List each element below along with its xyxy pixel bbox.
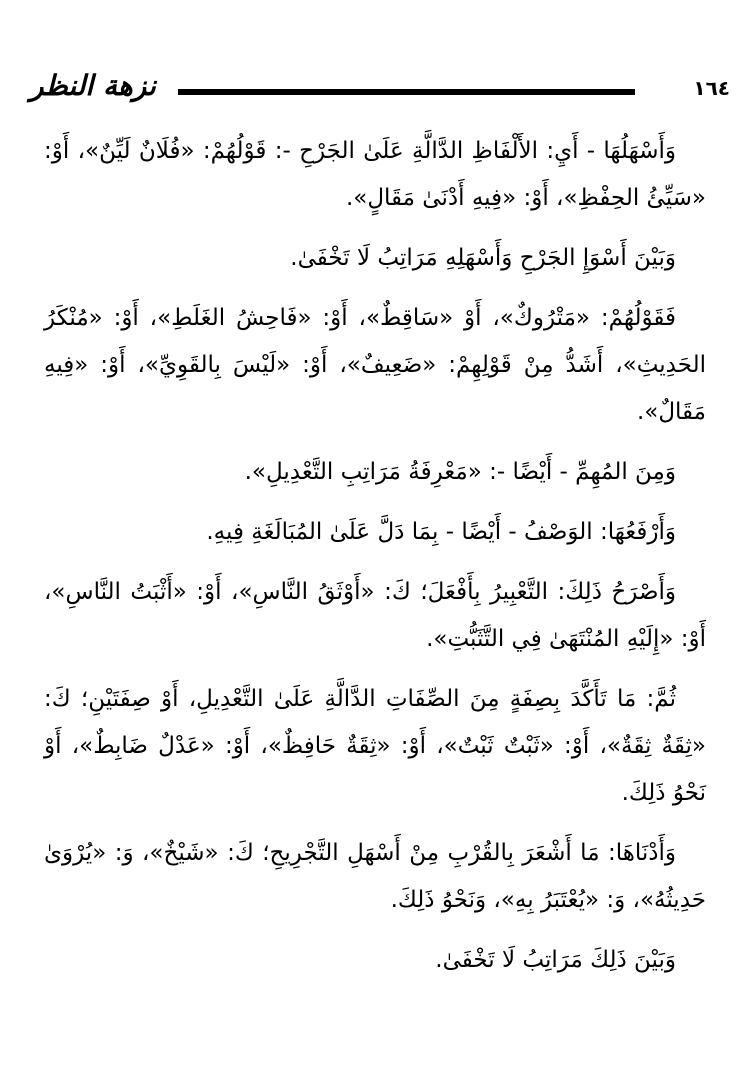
paragraph-8: وَأَدْنَاهَا: مَا أَشْعَرَ بِالقُرْبِ مِنْ أَسْهَلِ التَّجْرِيحِ؛ كَ: «شَيْخٌ»، وَ: «يُرْوَىٰ حَدِيثُهُ»، وَ: «يُعْتَبَرُ بِهِ»، وَنَحْوُ ذَلِكَ. bbox=[44, 840, 706, 913]
paragraph-9: وَبَيْنَ ذَلِكَ مَرَاتِبُ لَا تَخْفَىٰ. bbox=[435, 947, 676, 973]
paragraph-2: وَبَيْنَ أَسْوَإِ الجَرْحِ وَأَسْهَلِهِ مَرَاتِبُ لَا تَخْفَىٰ. bbox=[290, 245, 676, 271]
paragraph-7: ثُمَّ: مَا تَأَكَّدَ بِصِفَةٍ مِنَ الصِّفَاتِ الدَّالَّةِ عَلَىٰ التَّعْدِيلِ، أَوْ صِفَتَيْنِ؛ كَ: «ثِقَةٌ ثِقَةٌ»، أَوْ: «ثَبْتٌ ثَبْتٌ»، أَوْ: «ثِقَةٌ حَافِظٌ»، أَوْ: «عَدْلٌ ضَابِطٌ»، أَوْ نَحْوُ ذَلِكَ. bbox=[44, 686, 706, 806]
paragraph-3: فَقَوْلُهُمْ: «مَتْرُوكٌ»، أَوْ «سَاقِطٌ»، أَوْ: «فَاحِشُ الغَلَطِ»، أَوْ: «مُنْكَرُ الحَدِيثِ»، أَشَدُّ مِنْ قَوْلِهِمْ: «ضَعِيفٌ»، أَوْ: «لَيْسَ بِالقَوِيِّ»، أَوْ: «فِيهِ مَقَالٌ». bbox=[44, 305, 706, 425]
page-number: ١٦٤ bbox=[693, 76, 730, 100]
paragraph-4: وَمِنَ المُهِمِّ - أَيْضًا -: «مَعْرِفَةُ مَرَاتِبِ التَّعْدِيلِ». bbox=[244, 459, 676, 485]
page-header bbox=[18, 60, 730, 110]
paragraph-5: وَأَرْفَعُهَا: الوَصْفُ - أَيْضًا - بِمَا دَلَّ عَلَىٰ المُبَالَغَةِ فِيهِ. bbox=[206, 519, 676, 545]
header-rule bbox=[178, 89, 635, 95]
body-text bbox=[44, 128, 706, 997]
paragraph-1: وَأَسْهَلُهَا - أَيِ: الأَلْفَاظِ الدَّالَّةِ عَلَىٰ الجَرْحِ -: قَوْلُهُمْ: «فُلَانٌ لَيِّنٌ»، أَوْ: «سَيِّئُ الحِفْظِ»، أَوْ: «فِيهِ أَدْنَىٰ مَقَالٍ». bbox=[44, 138, 706, 211]
book-title: نزهة النظر bbox=[30, 69, 156, 102]
paragraph-6: وَأَصْرَحُ ذَلِكَ: التَّعْبِيرُ بِأَفْعَلَ؛ كَ: «أَوْثَقُ النَّاسِ»، أَوْ: «أَثْبَتُ النَّاسِ»، أَوْ: «إِلَيْهِ المُنْتَهَىٰ فِي التَّثَبُّتِ». bbox=[44, 579, 706, 652]
